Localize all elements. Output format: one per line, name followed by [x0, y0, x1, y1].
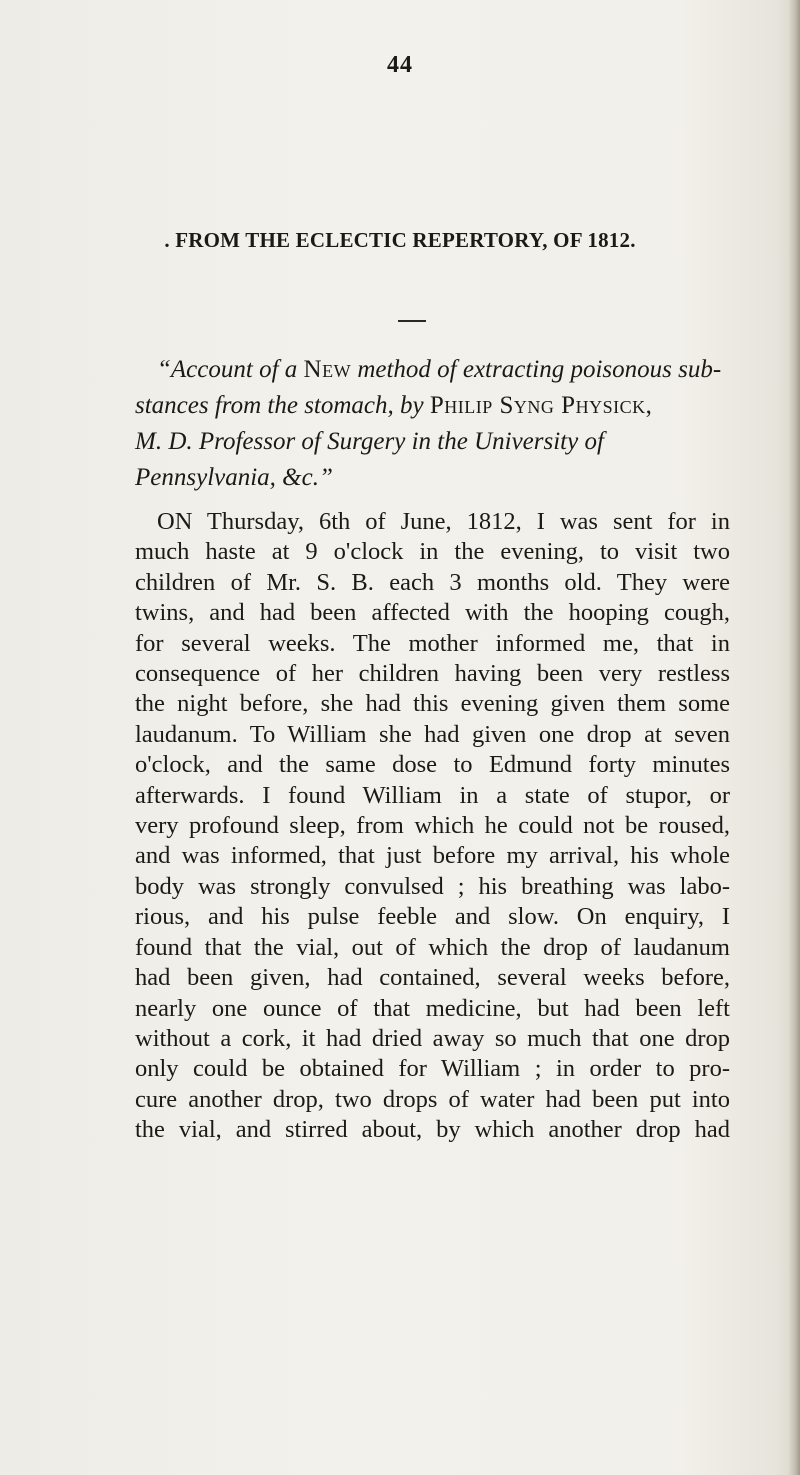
- body-line: children of Mr. S. B. each 3 months old. They were: [135, 568, 730, 596]
- body-line: o'clock, and the same dose to Edmund forty minutes: [135, 751, 730, 779]
- body-line: and was informed, that just before my arrival, his whole: [135, 842, 730, 870]
- title-line-2-start: stances from the stomach, by: [135, 392, 430, 419]
- body-line: very profound sleep, from which he could not be roused,: [135, 812, 730, 840]
- body-text: [135, 507, 730, 1146]
- body-line: afterwards. I found William in a state of stupor, or: [135, 781, 730, 809]
- title-line-3: M. D. Professor of Surgery in the University of: [135, 428, 604, 455]
- body-line: nearly one ounce of that medicine, but had been left: [135, 994, 730, 1022]
- body-line: cure another drop, two drops of water had been put into: [135, 1085, 730, 1113]
- body-line: laudanum. To William she had given one drop at seven: [135, 720, 730, 748]
- body-line: the night before, she had this evening given them some: [135, 690, 730, 718]
- body-line: ON Thursday, 6th of June, 1812, I was sent for in: [157, 508, 730, 535]
- body-line: for several weeks. The mother informed me, that in: [135, 629, 730, 657]
- body-line: much haste at 9 o'clock in the evening, to visit two: [135, 538, 730, 566]
- body-line: rious, and his pulse feeble and slow. On enquiry, I: [135, 903, 730, 931]
- body-line: had been given, had contained, several weeks before,: [135, 964, 730, 992]
- title-new: New: [303, 356, 352, 383]
- body-line: without a cork, it had dried away so much that one drop: [135, 1024, 730, 1052]
- title-line-1-rest: method of extracting poisonous sub-: [351, 356, 722, 383]
- page-number: 44: [387, 52, 413, 78]
- page-edge-shadow: [788, 0, 800, 1475]
- section-heading: . FROM THE ECLECTIC REPERTORY, OF 1812.: [164, 228, 636, 252]
- body-line: twins, and had been affected with the hooping cough,: [135, 599, 730, 627]
- title-author: Philip Syng Physick,: [429, 392, 653, 419]
- divider-rule: [398, 320, 426, 322]
- body-line: body was strongly convulsed ; his breathing was labo-: [135, 872, 730, 900]
- body-line: found that the vial, out of which the drop of laudanum: [135, 933, 730, 961]
- title-line-4: Pennsylvania, &c.”: [135, 464, 333, 491]
- body-line: consequence of her children having been very restless: [135, 660, 730, 688]
- title-line-2: [135, 388, 725, 424]
- title-line-1-start: “Account of a: [157, 356, 304, 383]
- article-title: [135, 352, 725, 496]
- body-line: the vial, and stirred about, by which another drop had: [135, 1116, 730, 1144]
- title-line-1: [135, 352, 725, 388]
- body-line: only could be obtained for William ; in order to pro-: [135, 1055, 730, 1083]
